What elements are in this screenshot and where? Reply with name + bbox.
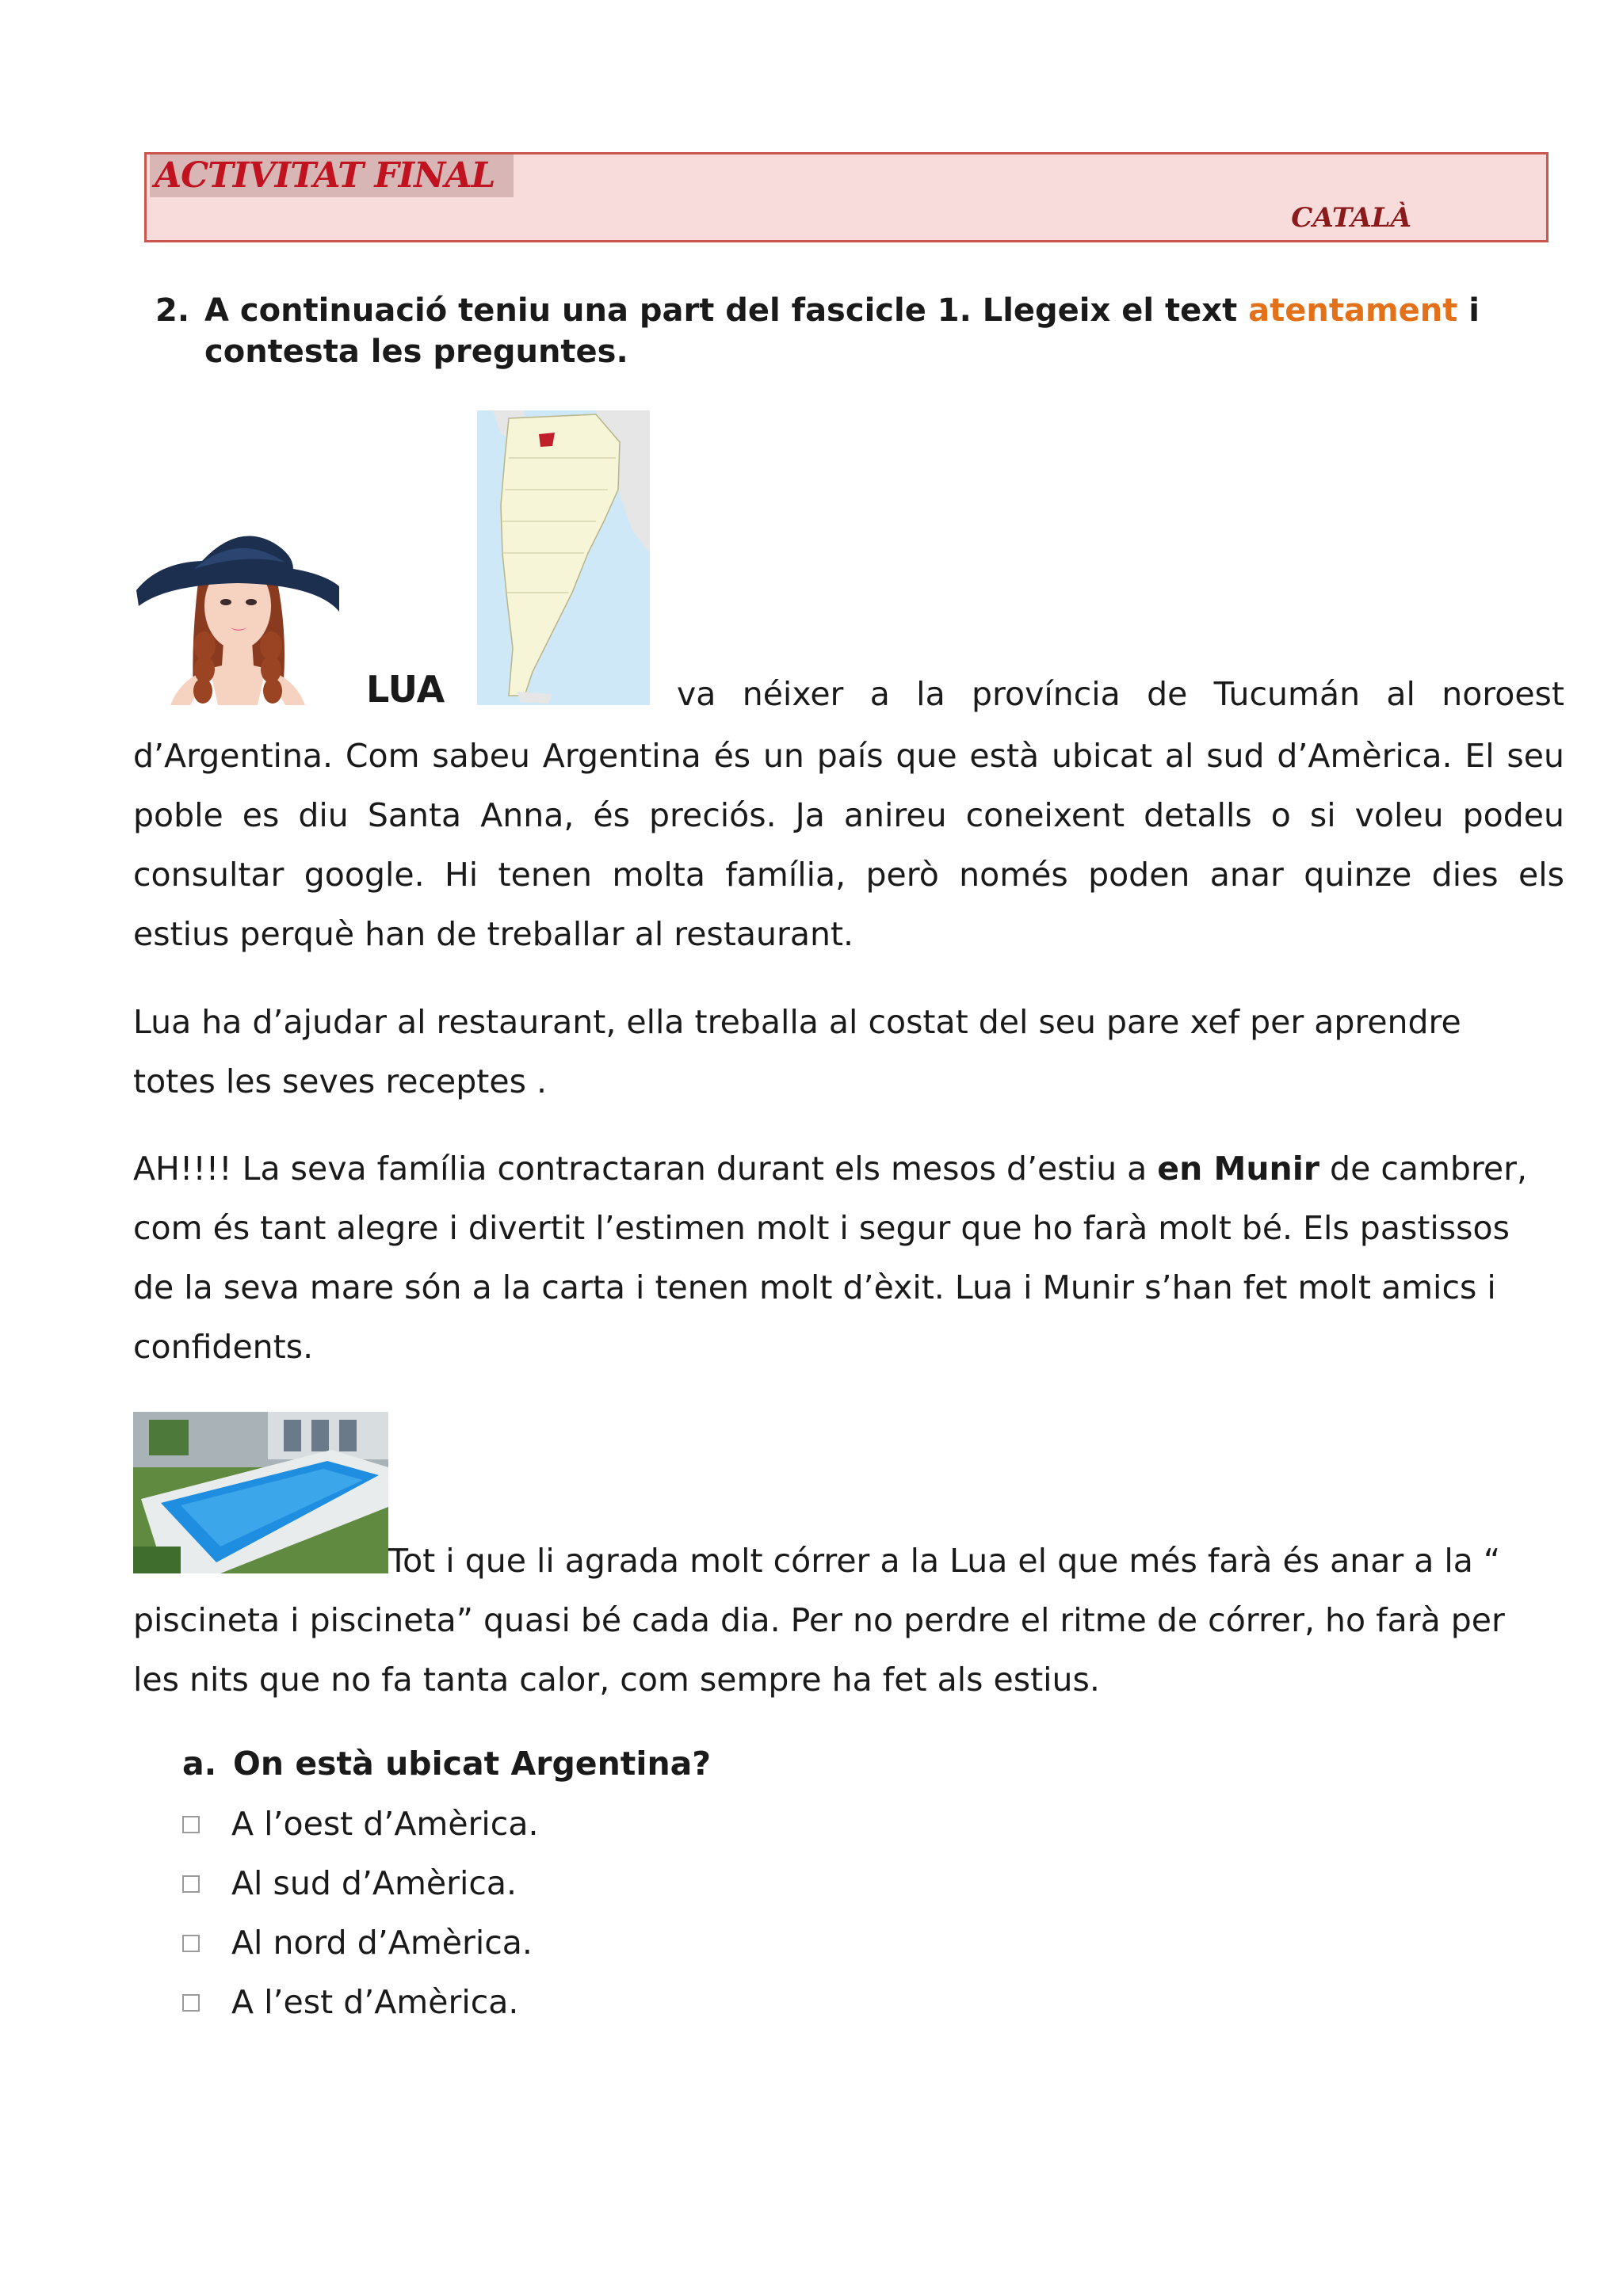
activity-title: ACTIVITAT FINAL bbox=[150, 154, 514, 197]
sub-question-text: On està ubicat Argentina? bbox=[233, 1745, 712, 1783]
answer-option-text: Al nord d’Amèrica. bbox=[231, 1924, 533, 1962]
checkbox-icon[interactable] bbox=[182, 1875, 200, 1893]
question-number: 2. bbox=[155, 292, 190, 329]
paragraph-2-line: totes les seves receptes . bbox=[133, 1062, 548, 1100]
instructions-text-after: i contesta les preguntes. bbox=[204, 292, 1480, 370]
paragraph-3-line bbox=[133, 1145, 1527, 1192]
paragraph-1-first-line-text: va néixer a la província de Tucumán al noroest bbox=[677, 675, 1564, 713]
character-name-lua: LUA bbox=[366, 668, 445, 711]
answer-option-text: A l’est d’Amèrica. bbox=[231, 1983, 519, 2021]
paragraph-3-line: de la seva mare són a la carta i tenen molt d’èxit. Lua i Munir s’han fet molt amics i bbox=[133, 1268, 1496, 1306]
paragraph-1-line-text: d’Argentina. Com sabeu Argentina és un país que està ubicat al sud d’Amèrica. El seu bbox=[133, 737, 1564, 775]
checkbox-icon[interactable] bbox=[182, 1994, 200, 2012]
paragraph-3-text: de cambrer, bbox=[1319, 1150, 1528, 1188]
paragraph-3-line: confidents. bbox=[133, 1328, 314, 1366]
paragraph-1-line bbox=[133, 851, 1564, 898]
swimming-pool-image bbox=[133, 1412, 388, 1573]
answer-option-text: Al sud d’Amèrica. bbox=[231, 1864, 517, 1902]
paragraph-1-line-text: consultar google. Hi tenen molta família, però només poden anar quinze dies els bbox=[133, 856, 1564, 894]
paragraph-4-line: piscineta i piscineta” quasi bé cada dia. Per no perdre el ritme de córrer, ho farà per bbox=[133, 1601, 1505, 1639]
instructions-highlight: atentament bbox=[1248, 292, 1458, 329]
paragraph-1-line bbox=[133, 791, 1564, 839]
instructions-text-before: A continuació teniu una part del fascicle 1. Llegeix el text bbox=[204, 292, 1249, 329]
sub-question-letter: a. bbox=[182, 1745, 217, 1783]
subject-label: CATALÀ bbox=[1291, 202, 1411, 234]
paragraph-1-first-line bbox=[677, 670, 1564, 718]
paragraph-1-line: estius perquè han de treballar al restaurant. bbox=[133, 915, 854, 953]
header-box bbox=[144, 152, 1549, 242]
paragraph-4-first-line: Tot i que li agrada molt córrer a la Lua el que més farà és anar a la “ bbox=[388, 1542, 1501, 1580]
girl-with-hat-illustration bbox=[135, 507, 341, 705]
checkbox-icon[interactable] bbox=[182, 1935, 200, 1952]
paragraph-1-line-text: poble es diu Santa Anna, és preciós. Ja anireu coneixent detalls o si voleu podeu bbox=[133, 796, 1564, 834]
argentina-map-image bbox=[477, 410, 650, 705]
paragraph-1-line bbox=[133, 732, 1564, 780]
paragraph-3-line: com és tant alegre i divertit l’estimen molt i segur que ho farà molt bé. Els pastissos bbox=[133, 1209, 1510, 1247]
paragraph-3-text: AH!!!! La seva família contractaran durant els mesos d’estiu a bbox=[133, 1150, 1158, 1188]
checkbox-icon[interactable] bbox=[182, 1816, 200, 1833]
answer-option-text: A l’oest d’Amèrica. bbox=[231, 1805, 539, 1843]
munir-name-bold: en Munir bbox=[1157, 1150, 1320, 1188]
paragraph-4-line: les nits que no fa tanta calor, com sempre ha fet als estius. bbox=[133, 1661, 1100, 1699]
paragraph-2-line: Lua ha d’ajudar al restaurant, ella treballa al costat del seu pare xef per aprendre bbox=[133, 1003, 1461, 1041]
question-instructions bbox=[204, 290, 1552, 372]
